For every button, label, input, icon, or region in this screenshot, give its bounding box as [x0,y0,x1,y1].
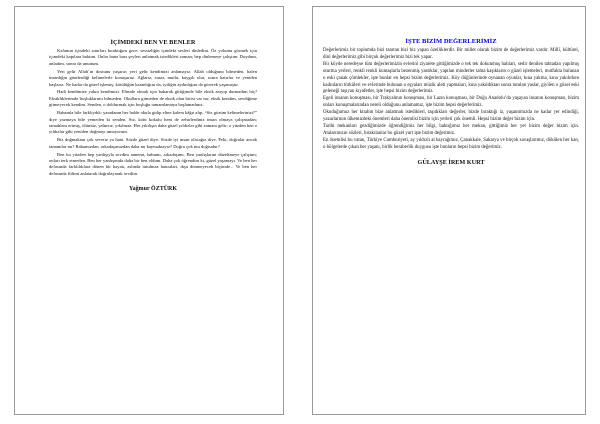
left-page-signature: Yağmur ÖZTÜRK [128,186,178,193]
left-paragraph: Biz doğmaktan çok severiz ya hani. Sözde güzel diye. Sözde iyi insan olacağız diye. Peki, doğrular ancak tamamlar mı? Babamızdan, arkadaşımızdan daha mı kaymaktayız? Doğru çok mu doğrudur? [49,137,257,149]
left-paragraph: Hadi kendimize yakın kendimizi. Elimde olmak için bakarak gittiğimde bile eksik arayıp durmadım hiç? Eksikliklerimde boşluklarımı bilmeden. Okullara gitmeden de eksik olan birisi var mı; eksik kendim, sevdiğime gitmeyecek kendim. Senden, o doldurmak için boşluğu tamamlamaya başlamadınız. [49,89,257,108]
right-paragraph: Tarihi mekanları gezdiğimizde öğrendiğimiz her bilgi, baktığımız her mekan, gittiğimiz her yer bizim değer bizim için. Atalarımızın sözleri, bırakılanlar bu güzel yurt işte bizim değerimiz. [323,123,579,136]
left-page-content [49,39,257,192]
right-paragraph: Egeli insanın konuşması, bir Trakyalının konuşması, bir Lazın konuşması, bir Doğu Anadolu’da yaşayan insanın konuşması, bizim onları konuşmalarından nereli olduğunu anlamamız, işte bizim hepsi değerlerimiz. [323,96,579,109]
right-paragraph: Bir köyde neredeyse tüm değerlerimizin evlerini ziyarete gittiğimizde o tek tek dokunmuş halıları, sedir denilen tahtadan yapılmış oturma yerleri, renkli renkli kumaşlarla bezenmiş yastıklar, yapılan minderler tahta kaşıkların o güzel işlemeleri, mutfakta bulunan o eski çanak çömlekler, işte bunlar en hepsi bizim değerlerimiz. Köy düğünlerinde oynanan oyunlar, kına yakma, kına yakılırken kadınların türküleri ve evlerinde bulunan o eşyaları müzik aleti yapmaları, kına yakıldıktan sonra tutulan yaslar, giyilen o güzel eski geleneği taşıyan kıyafetler, işte hepsi bizim değerlerimiz. [323,61,579,95]
left-paragraph: Ben bu yüzden hep yanlışıyla sevdim annemi, babamı, arkadaşımı. Ben yanlışlarını düzeltmeye çalıştım; onları terk etmeden. Ben her yanlışımda daha bir ben oldum. Daha çok öğrendim ki, güzel yaşamayı. Ve ben her defasında farklılıklara dönen bir hayatı, aslında tutulmaz hatıraları, dışa dönmeyecek biçimde... Ve ben her defasında fiilimi anlatarak doğrulayarak sevdim. [49,151,257,176]
left-paragraph: Babamla bile farklıydık: yaradanın her halde okula gidip eline kalem kâğıt alıp, “Siz gözüm kelimelerinizi?” diye yazmaya bile yemeden ki senden. Siz, kötü kokulu hem de zehirlerdiniz insan olmaya çalışmadan; tamahlara erimiş, ölümüz, yalnızız, yıkılmaz. Her yıkılışın daha güzel yıldızlar gibi zamanı gelir; o yüzden ben o yıldızlar gibi yeniden doğmayı umuyorum. [49,110,257,135]
right-page-title: İŞTE BİZİM DEĞERLERİMİZ [405,38,497,45]
left-page-title: İÇİMDEKİ BEN VE BENLER [110,39,196,46]
right-page-signature: GÜLAYŞE İREM KURT [417,158,485,166]
right-paragraph: En önemlisi bu vatan, Türkiye Cumhuriyeti, ay yıldızlı al bayrağımız, Çanakkale, Sakarya ve birçok savaşlarımız, dökülen her kan, o bölgelerde çıkan her yaşanı, birlik beraberlik duygusu işte bunların hepsi bizim değerimiz. [323,137,579,150]
right-page-content [323,38,579,166]
left-page [14,6,284,415]
right-paragraph: Okuduğumuz her kitabın bize anlatmak istedikleri, taşıdıkları değerler, bizde bıraktığı iz, yaşantımızda ne kadar yer edindiği, yazarlarının ülkemizdeki önemleri daha önemlisi bizim için yerleri çok önemli. Hepsi bizim değer bizim için. [323,110,579,123]
right-page [312,6,586,415]
left-paragraph: Yeri gelir Allah’ın dostunu yaşarız; yeri gelir kendimizi anlamayız. Allah olduğunu bilmeden, halen insanlığın gönderdiği kelimelerle konuşuruz. Ağlarız, susar, mutlu, kaygılı olur, sonra hatırlar ve yeniden başlarız. Ne kadar da güzel işlemiş; kötülüğün karanlığını da, iyiliğin aydınlığını da görerek yaşamıştır. [49,68,257,87]
left-paragraph: Kafamın içindeki sınırları bıraktığım gece; sessizliğin içindeki sesleri dinledim. Öz yolumu görmek için içimdeki kapılara baktım. Onlar bana bazı şeyleri anlatmak istedikleri zaman; hep dinlemeye çalıştım. Duydum, anladım, sonra da unuttum. [49,48,257,66]
right-paragraph: Değerlerimiz bir toplumda bizi tanıtan bizi biz yapan özelliklerdir. Bir millet olarak bizim de değerlerimiz vardır. Millî, kültürel, dinî değerlerimiz gibi birçok değerlerimiz bizi tek yapar. [323,48,579,60]
